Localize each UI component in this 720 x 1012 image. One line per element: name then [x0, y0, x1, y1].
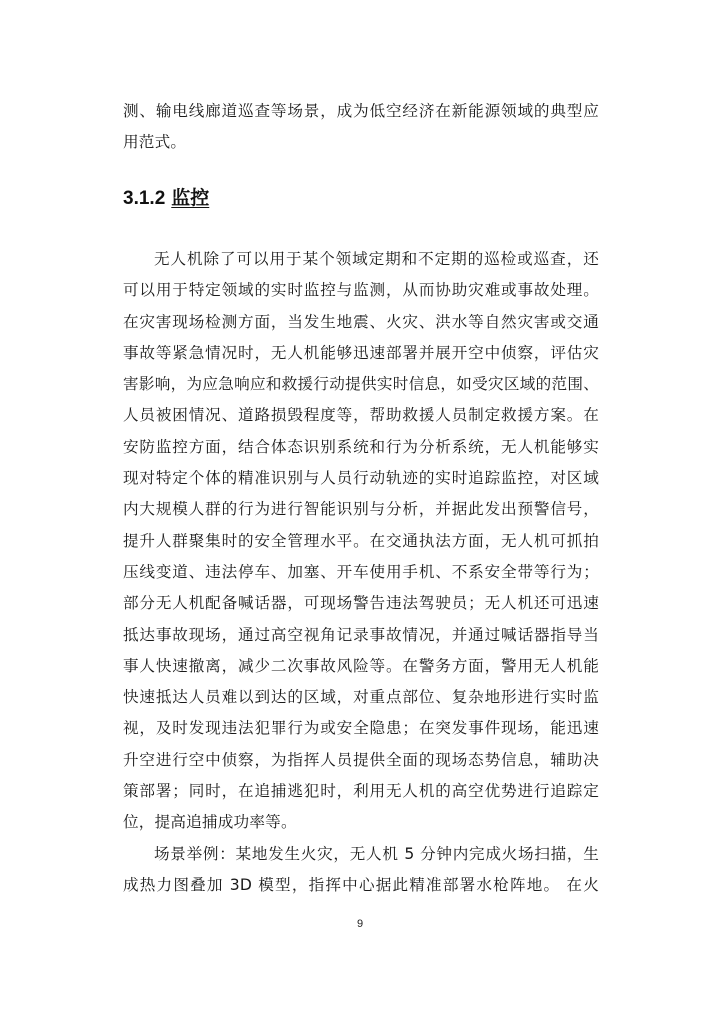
section-heading — [123, 183, 209, 210]
text-line: 测、输电线廊道巡查等场景，成为低空经济在新能源领域的典型应 — [123, 102, 599, 120]
text-line: 无人机除了可以用于某个领域定期和不定期的巡检或巡查，还 — [154, 250, 599, 268]
text-line: 位，提高追捕成功率等。 — [123, 813, 297, 832]
text-line: 可以用于特定领域的实时监控与监测，从而协助灾难或事故处理。 — [123, 281, 599, 300]
text-line: 快速抵达人员难以到达的区域，对重点部位、复杂地形进行实时监 — [123, 688, 599, 707]
text-line: 事故等紧急情况时，无人机能够迅速部署并展开空中侦察，评估灾 — [123, 343, 599, 362]
section-title: 监控 — [171, 187, 210, 209]
text-line: 抵达事故现场，通过高空视角记录事故情况，并通过喊话器指导当 — [123, 625, 599, 644]
text-line: 升空进行空中侦察，为指挥人员提供全面的现场态势信息，辅助决 — [123, 750, 599, 769]
text-line: 用范式。 — [123, 133, 187, 152]
page-number: 9 — [356, 918, 364, 930]
text-line: 事人快速撤离，减少二次事故风险等。在警务方面，警用无人机能 — [123, 656, 599, 675]
text-line: 场景举例：某地发生火灾，无人机 5 分钟内完成火场扫描，生 — [154, 844, 599, 863]
body-text — [123, 244, 599, 901]
text-line: 提升人群聚集时的安全管理水平。在交通执法方面，无人机可抓拍 — [123, 531, 599, 550]
text-line: 现对特定个体的精准识别与人员行动轨迹的实时追踪监控，对区域 — [123, 469, 599, 488]
text-line: 内大规模人群的行为进行智能识别与分析，并据此发出预警信号， — [123, 500, 599, 519]
text-line: 成热力图叠加 3D 模型，指挥中心据此精准部署水枪阵地。 在火 — [123, 875, 599, 894]
text-line: 害影响，为应急响应和救援行动提供实时信息，如受灾区域的范围、 — [123, 375, 599, 394]
text-line: 在灾害现场检测方面，当发生地震、火灾、洪水等自然灾害或交通 — [123, 312, 599, 331]
text-line: 部分无人机配备喊话器，可现场警告违法驾驶员；无人机还可迅速 — [123, 594, 599, 613]
continuation-paragraph — [123, 96, 599, 159]
text-line: 压线变道、违法停车、加塞、开车使用手机、不系安全带等行为； — [123, 562, 599, 581]
text-line: 安防监控方面，结合体态识别系统和行为分析系统，无人机能够实 — [123, 437, 599, 456]
text-line: 视，及时发现违法犯罪行为或安全隐患；在突发事件现场，能迅速 — [123, 719, 599, 738]
text-line: 策部署；同时，在追捕逃犯时，利用无人机的高空优势进行追踪定 — [123, 782, 599, 801]
text-line: 人员被困情况、道路损毁程度等，帮助救援人员制定救援方案。在 — [123, 406, 599, 425]
section-number: 3.1.2 — [123, 188, 166, 209]
